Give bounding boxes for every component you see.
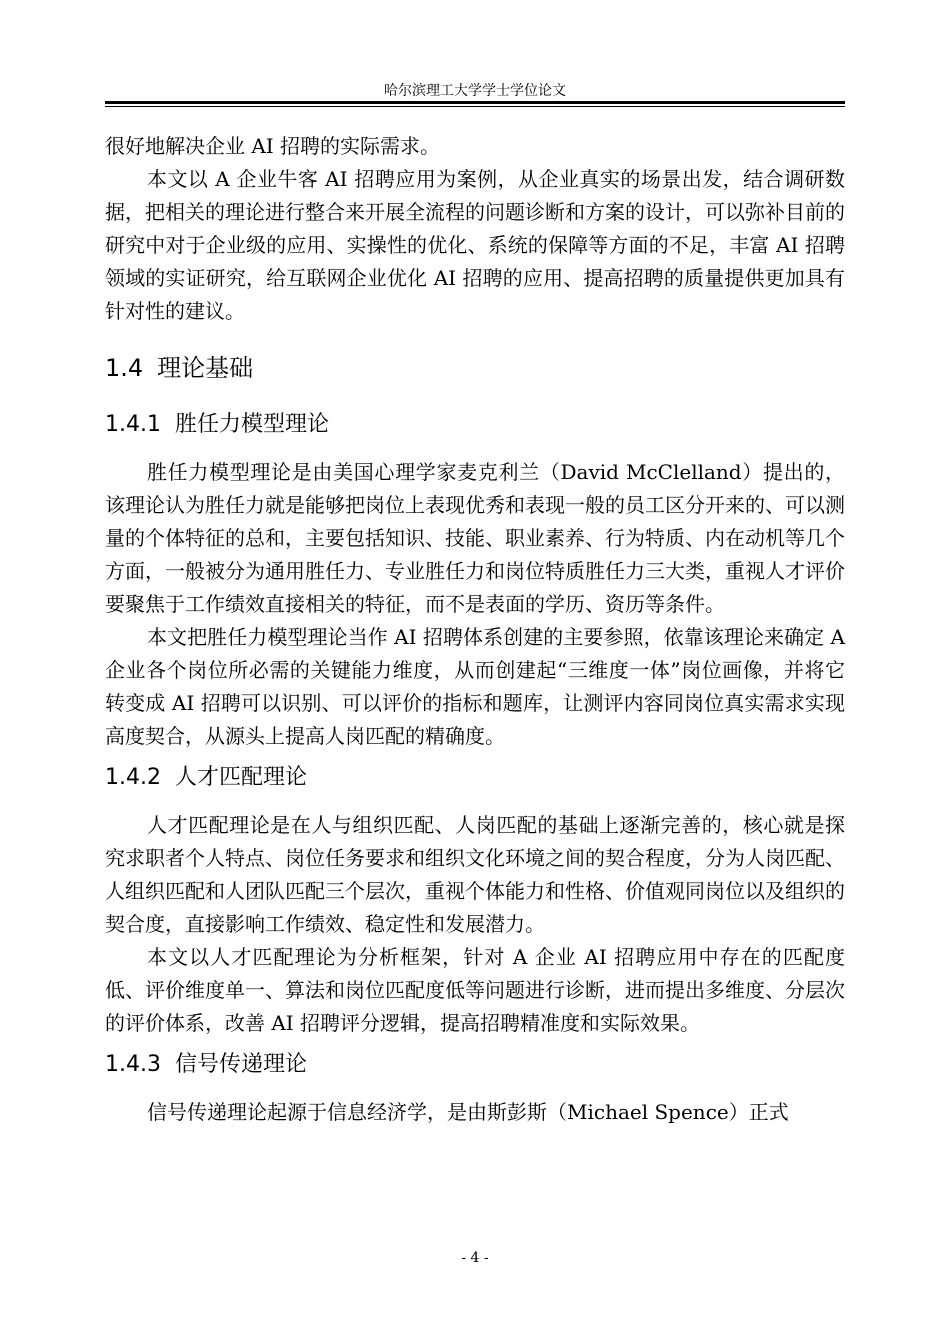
section-title: 人才匹配理论: [174, 765, 307, 790]
header-rule-thick: [105, 101, 845, 104]
section-number: 1.4.1: [105, 412, 161, 437]
running-header: 哈尔滨理工大学学士学位论文: [384, 83, 566, 99]
page-body: [105, 130, 845, 1129]
section-number: 1.4.3: [105, 1052, 161, 1077]
header-rule-thin: [105, 106, 845, 107]
section-heading-1-4-1: [105, 408, 845, 442]
page-number: - 4 -: [461, 1250, 489, 1266]
section-title: 理论基础: [157, 354, 254, 382]
paragraph: 本文把胜任力模型理论当作 AI 招聘体系创建的主要参照，依靠该理论来确定 A 企业各个岗位所必需的关键能力维度，从而创建起“三维度一体”岗位画像，并将它转变成 AI 招聘可以识别、可以评价的指标和题库，让测评内容同岗位真实需求实现高度契合，从源头上提高人岗匹配的精确度。: [105, 625, 845, 748]
section-heading-1-4-3: [105, 1048, 845, 1082]
section-number: 1.4.2: [105, 765, 161, 790]
section-number: 1.4: [105, 354, 144, 382]
paragraph: 本文以 A 企业牛客 AI 招聘应用为案例，从企业真实的场景出发，结合调研数据，把相关的理论进行整合来开展全流程的问题诊断和方案的设计，可以弥补目前的研究中对于企业级的应用、实操性的优化、系统的保障等方面的不足，丰富 AI 招聘领域的实证研究，给互联网企业优化 AI 招聘的应用、提高招聘的质量提供更加具有针对性的建议。: [105, 167, 845, 323]
paragraph: 很好地解决企业 AI 招聘的实际需求。: [105, 134, 441, 158]
section-title: 胜任力模型理论: [174, 412, 329, 437]
paragraph: 人才匹配理论是在人与组织匹配、人岗匹配的基础上逐渐完善的，核心就是探究求职者个人特点、岗位任务要求和组织文化环境之间的契合程度，分为人岗匹配、人组织匹配和人团队匹配三个层次，重视个体能力和性格、价值观同岗位以及组织的契合度，直接影响工作绩效、稳定性和发展潜力。: [105, 813, 845, 936]
paragraph: 信号传递理论起源于信息经济学，是由斯彭斯（Michael Spence）正式: [147, 1100, 789, 1124]
section-title: 信号传递理论: [174, 1052, 307, 1077]
paragraph: 胜任力模型理论是由美国心理学家麦克利兰（David McClelland）提出的，该理论认为胜任力就是能够把岗位上表现优秀和表现一般的员工区分开来的、可以测量的个体特征的总和，主要包括知识、技能、职业素养、行为特质、内在动机等几个方面，一般被分为通用胜任力、专业胜任力和岗位特质胜任力三大类，重视人才评价要聚焦于工作绩效直接相关的特征，而不是表面的学历、资历等条件。: [105, 460, 845, 616]
section-heading-1-4: [105, 350, 845, 386]
section-heading-1-4-2: [105, 761, 845, 795]
paragraph: 本文以人才匹配理论为分析框架，针对 A 企业 AI 招聘应用中存在的匹配度低、评价维度单一、算法和岗位匹配度低等问题进行诊断，进而提出多维度、分层次的评价体系，改善 AI 招聘评分逻辑，提高招聘精准度和实际效果。: [105, 945, 845, 1035]
